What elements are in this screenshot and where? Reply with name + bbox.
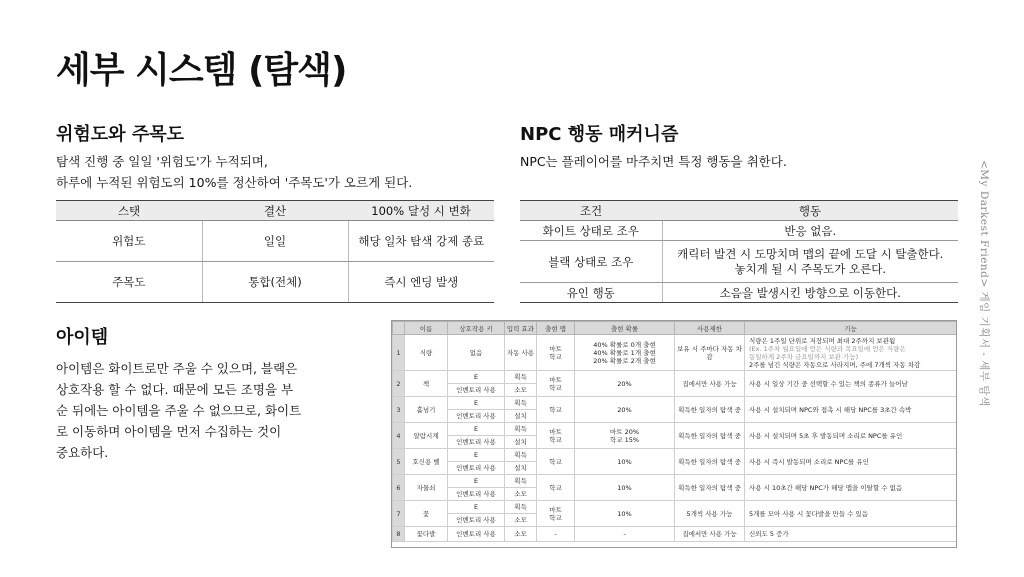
item-map-line: 학교: [549, 457, 562, 466]
item-effect: 소모: [505, 488, 537, 501]
danger-section-heading: 위험도와 주목도: [56, 124, 184, 145]
item-probability: [575, 397, 675, 423]
item-function: 신뢰도 5 증가: [745, 527, 957, 542]
sheet-header-cell: 입력 효과: [505, 322, 537, 335]
item-effect: 획득: [505, 423, 537, 436]
item-probability-line: 20%: [617, 405, 632, 414]
item-map: [537, 335, 575, 371]
table-header-row: [56, 201, 494, 221]
item-map: [537, 423, 575, 449]
item-map-line: 학교: [549, 483, 562, 492]
item-probability-line: 40% 확률로 0개 출현: [593, 340, 656, 349]
item-limit: 획득한 일자의 탐색 중: [675, 475, 745, 501]
sheet-header-cell: 이름: [405, 322, 448, 335]
item-map-line: 마트: [549, 427, 562, 436]
table-header-cell: 조건: [520, 201, 662, 221]
item-limit: 집에서만 사용 가능: [675, 371, 745, 397]
sheet-header-cell: 기능: [745, 322, 957, 335]
item-effect: 설치: [505, 462, 537, 475]
item-map-line: 마트: [549, 375, 562, 384]
sheet-row: [393, 397, 957, 410]
table-cell: 일일: [202, 221, 348, 262]
page-title: 세부 시스템 (탐색): [56, 50, 347, 91]
item-map: [537, 397, 575, 423]
table-header-cell: 스탯: [56, 201, 202, 221]
item-map-line: 학교: [549, 352, 562, 361]
item-effect: 획득: [505, 449, 537, 462]
item-map-line: 학교: [549, 405, 562, 414]
items-description-line: 로 이동하며 아이템을 먼저 수집하는 것이: [56, 424, 282, 439]
item-map: -: [537, 527, 575, 542]
row-number: 6: [393, 475, 405, 501]
item-probability: [575, 335, 675, 371]
item-function: [745, 335, 957, 371]
item-map: [537, 475, 575, 501]
item-key: E: [448, 449, 505, 462]
row-number: 8: [393, 527, 405, 542]
sheet-row: [393, 335, 957, 371]
item-function-line: (Ex. 1주차 월요일에 얻은 식량과 목요일에 얻은 식량은: [749, 344, 906, 353]
items-section-heading: 아이템: [56, 327, 109, 348]
table-row: [520, 283, 958, 303]
sheet-row: [393, 449, 957, 462]
danger-description-line: 탐색 진행 중 일일 '위험도'가 누적되며,: [56, 154, 268, 169]
table-row: [56, 221, 494, 262]
items-description-line: 상호작용 할 수 없다. 때문에 모든 조명을 부: [56, 382, 294, 397]
npc-section-heading: NPC 행동 매커니즘: [520, 124, 679, 145]
table-cell: 해당 일차 탐색 강제 종료: [348, 221, 494, 262]
item-probability: [575, 501, 675, 527]
item-limit: 집에서만 사용 가능: [675, 527, 745, 542]
item-probability-line: 40% 확률로 1개 출현: [593, 348, 656, 357]
sheet-header-row: [393, 322, 957, 335]
item-key: 인벤토리 사용: [448, 514, 505, 527]
item-effect: 자동 사용: [505, 335, 537, 371]
table-row: [56, 262, 494, 303]
items-description-line: 순 뒤에는 아이템을 주울 수 없으므로, 화이트: [56, 403, 302, 418]
sheet-header-cell: 사용제한: [675, 322, 745, 335]
item-probability-line: 10%: [617, 509, 632, 518]
table-cell: 화이트 상태로 조우: [520, 221, 662, 241]
item-probability: [575, 475, 675, 501]
item-key: 인벤토리 사용: [448, 488, 505, 501]
item-function-line: 2주를 넘긴 식량은 자동으로 사라지며, 주에 7개씩 자동 차감: [749, 360, 921, 369]
item-probability-line: 10%: [617, 483, 632, 492]
table-cell: 소음을 발생시킨 방향으로 이동한다.: [662, 283, 958, 303]
item-limit: 획득한 일자의 탐색 중: [675, 423, 745, 449]
item-map-line: 마트: [549, 344, 562, 353]
item-limit: 획득한 일자의 탐색 중: [675, 449, 745, 475]
danger-description: [56, 151, 412, 193]
item-map-line: 학교: [549, 383, 562, 392]
row-number: 4: [393, 423, 405, 449]
table-cell: 반응 없음.: [662, 221, 958, 241]
item-key: 인벤토리 사용: [448, 384, 505, 397]
sheet-header-cell: [393, 322, 405, 335]
npc-behavior-table: [520, 200, 958, 303]
items-description-line: 중요하다.: [56, 445, 109, 460]
sheet-row: [393, 371, 957, 384]
side-label-text: <My Darkest Friend> 게임 기획서 - 세부 탐색: [978, 160, 990, 407]
item-effect: 획득: [505, 371, 537, 384]
item-effect: 획득: [505, 397, 537, 410]
item-function: 사용 시 즉시 발동되며 소리로 NPC를 유인: [745, 449, 957, 475]
item-function: 사용 시 일상 기간 중 선택할 수 있는 책의 종류가 늘어남: [745, 371, 957, 397]
item-map: [537, 501, 575, 527]
item-effect: 소모: [505, 384, 537, 397]
item-effect: 설치: [505, 436, 537, 449]
item-probability-line: 10%: [617, 457, 632, 466]
item-name: 책: [405, 371, 448, 397]
sheet-row: [393, 501, 957, 514]
item-probability-line: 20%: [617, 379, 632, 388]
item-name: 식량: [405, 335, 448, 371]
sheet-header-cell: 상호작용 키: [448, 322, 505, 335]
item-map-line: 학교: [549, 435, 562, 444]
table-cell: 유인 행동: [520, 283, 662, 303]
item-key: E: [448, 371, 505, 384]
item-key: 없음: [448, 335, 505, 371]
sheet-header-cell: 출현 확률: [575, 322, 675, 335]
item-name: 알람시계: [405, 423, 448, 449]
table-cell: 즉시 엔딩 발생: [348, 262, 494, 303]
row-number: 2: [393, 371, 405, 397]
row-number: 3: [393, 397, 405, 423]
item-probability: [575, 449, 675, 475]
item-effect: 설치: [505, 410, 537, 423]
table-cell: 블랙 상태로 조우: [520, 241, 662, 283]
item-map-line: 마트: [549, 505, 562, 514]
document-side-label: [978, 160, 994, 430]
item-key: E: [448, 423, 505, 436]
item-name: 꽃다발: [405, 527, 448, 542]
item-table: [392, 321, 957, 542]
item-effect: 소모: [505, 527, 537, 542]
item-effect: 획득: [505, 501, 537, 514]
item-spreadsheet: [391, 320, 957, 548]
table-row: [520, 241, 958, 283]
item-limit: 보유 시 주마다 자동 차감: [675, 335, 745, 371]
item-probability-line: 마트 20%: [609, 427, 640, 436]
table-cell: 위험도: [56, 221, 202, 262]
item-probability: [575, 371, 675, 397]
item-effect: 소모: [505, 514, 537, 527]
table-header-cell: 100% 달성 시 변화: [348, 201, 494, 221]
item-key: E: [448, 475, 505, 488]
item-map: [537, 449, 575, 475]
item-map-line: 학교: [549, 513, 562, 522]
table-cell: [662, 241, 958, 283]
items-description-line: 아이템은 화이트로만 주울 수 있으며, 블랙은: [56, 361, 298, 376]
item-key: 인벤토리 사용: [448, 527, 505, 542]
item-key: 인벤토리 사용: [448, 410, 505, 423]
item-key: 인벤토리 사용: [448, 462, 505, 475]
item-map: [537, 371, 575, 397]
item-probability: [575, 423, 675, 449]
item-function: 사용 시 설치되며 NPC와 접촉 시 해당 NPC를 3초간 속박: [745, 397, 957, 423]
row-number: 1: [393, 335, 405, 371]
item-name: 자물쇠: [405, 475, 448, 501]
item-function: 사용 시 설치되며 5초 후 발동되며 소리로 NPC를 유인: [745, 423, 957, 449]
item-key: E: [448, 501, 505, 514]
npc-description: NPC는 플레이어를 마주치면 특정 행동을 취한다.: [520, 154, 787, 169]
table-header-row: [520, 201, 958, 221]
item-name: 호신용 벨: [405, 449, 448, 475]
table-cell-line: 캐릭터 발견 시 도망치며 맵의 끝에 도달 시 탈출한다.: [677, 246, 944, 261]
sheet-header-cell: 출현 맵: [537, 322, 575, 335]
item-limit: 5개씩 사용 가능: [675, 501, 745, 527]
row-number: 5: [393, 449, 405, 475]
item-function: 5개를 모아 사용 시 꽃다발을 만들 수 있음: [745, 501, 957, 527]
table-row: [520, 221, 958, 241]
row-number: 7: [393, 501, 405, 527]
items-description: [56, 358, 316, 463]
item-key: E: [448, 397, 505, 410]
item-limit: 획득한 일자의 탐색 중: [675, 397, 745, 423]
table-cell: 통합(전체): [202, 262, 348, 303]
item-name: 꽃: [405, 501, 448, 527]
item-probability-line: 학교 15%: [609, 435, 640, 444]
item-probability-line: 20% 확률로 2개 출현: [593, 356, 656, 365]
item-function-line: 식량은 1주일 단위로 저장되며 최대 2주까지 보관됨: [749, 336, 896, 345]
item-function-line: 동일하게 2주차 금요일까지 보관 가능): [749, 352, 859, 361]
table-cell-line: 놓치게 될 시 주목도가 오른다.: [734, 261, 887, 276]
sheet-row: [393, 475, 957, 488]
sheet-row: [393, 527, 957, 542]
item-name: 홀넘기: [405, 397, 448, 423]
table-header-cell: 행동: [662, 201, 958, 221]
item-effect: 획득: [505, 475, 537, 488]
item-function: 사용 시 10초간 해당 NPC가 해당 맵을 이탈할 수 없음: [745, 475, 957, 501]
item-probability: -: [575, 527, 675, 542]
danger-stats-table: [56, 200, 494, 303]
sheet-row: [393, 423, 957, 436]
danger-description-line: 하루에 누적된 위험도의 10%를 정산하여 '주목도'가 오르게 된다.: [56, 175, 413, 190]
item-key: 인벤토리 사용: [448, 436, 505, 449]
table-header-cell: 결산: [202, 201, 348, 221]
table-cell: 주목도: [56, 262, 202, 303]
